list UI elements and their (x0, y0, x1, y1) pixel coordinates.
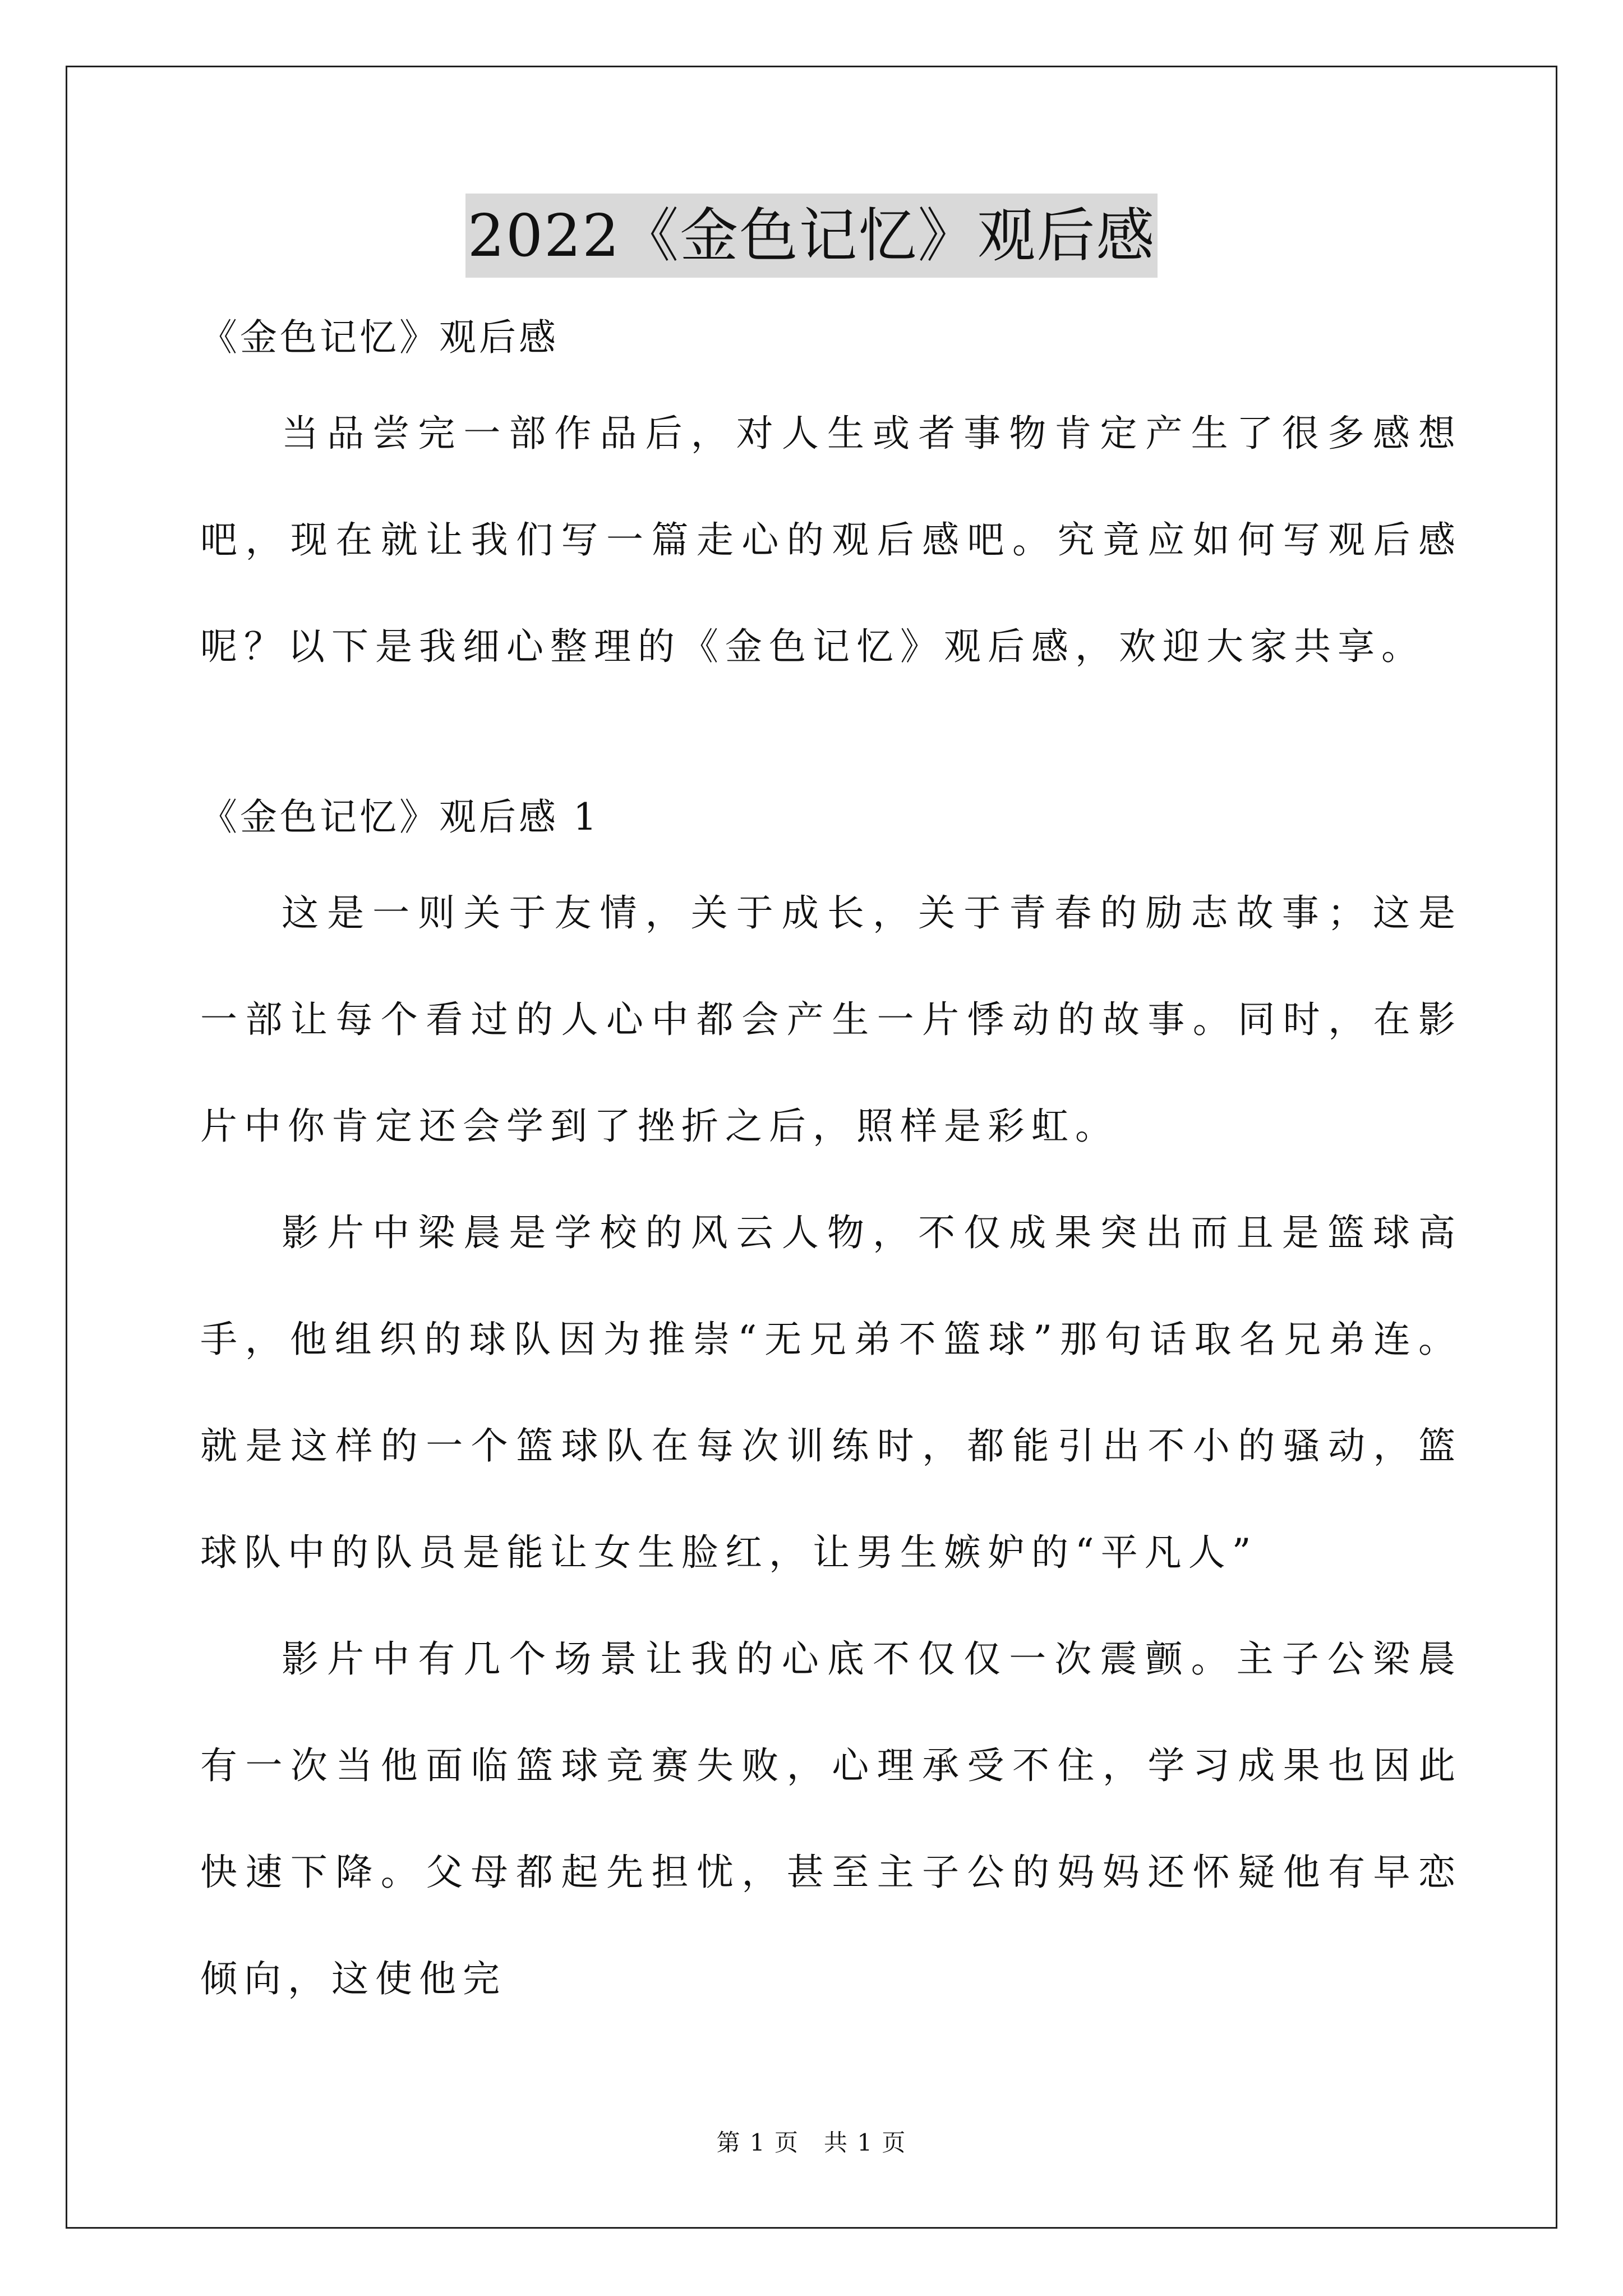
section-heading-main: 《金色记忆》观后感 (200, 316, 559, 359)
section-heading-1: 《金色记忆》观后感 1 (200, 795, 600, 839)
document-body (200, 311, 1462, 2032)
body-paragraph: 这是一则关于友情，关于成长，关于青春的励志故事；这是一部让每个看过的人心中都会产生一片悸动的故事。同时，在影片中你肯定还会学到了挫折之后，照样是彩虹。 (200, 891, 1462, 1148)
page-footer: 第 1 页 共 1 页 (716, 2129, 907, 2156)
body-paragraph: 影片中梁晨是学校的风云人物，不仅成果突出而且是篮球高手，他组织的球队因为推崇“无兄弟不篮球”那句话取名兄弟连。就是这样的一个篮球队在每次训练时，都能引出不小的骚动，篮球队中的队员是能让女生脸红，让男生嫉妒的“平凡人” (200, 1211, 1462, 1574)
document-title: 2022《金色记忆》观后感 (465, 194, 1158, 278)
intro-paragraph: 当品尝完一部作品后，对人生或者事物肯定产生了很多感想吧，现在就让我们写一篇走心的观后感吧。究竟应如何写观后感呢？以下是我细心整理的《金色记忆》观后感，欢迎大家共享。 (200, 412, 1462, 668)
body-paragraph: 影片中有几个场景让我的心底不仅仅一次震颤。主子公梁晨有一次当他面临篮球竞赛失败，心理承受不住，学习成果也因此快速下降。父母都起先担忧，甚至主子公的妈妈还怀疑他有早恋倾向，这使他完 (200, 1637, 1462, 2000)
title-wrap (0, 194, 1623, 278)
